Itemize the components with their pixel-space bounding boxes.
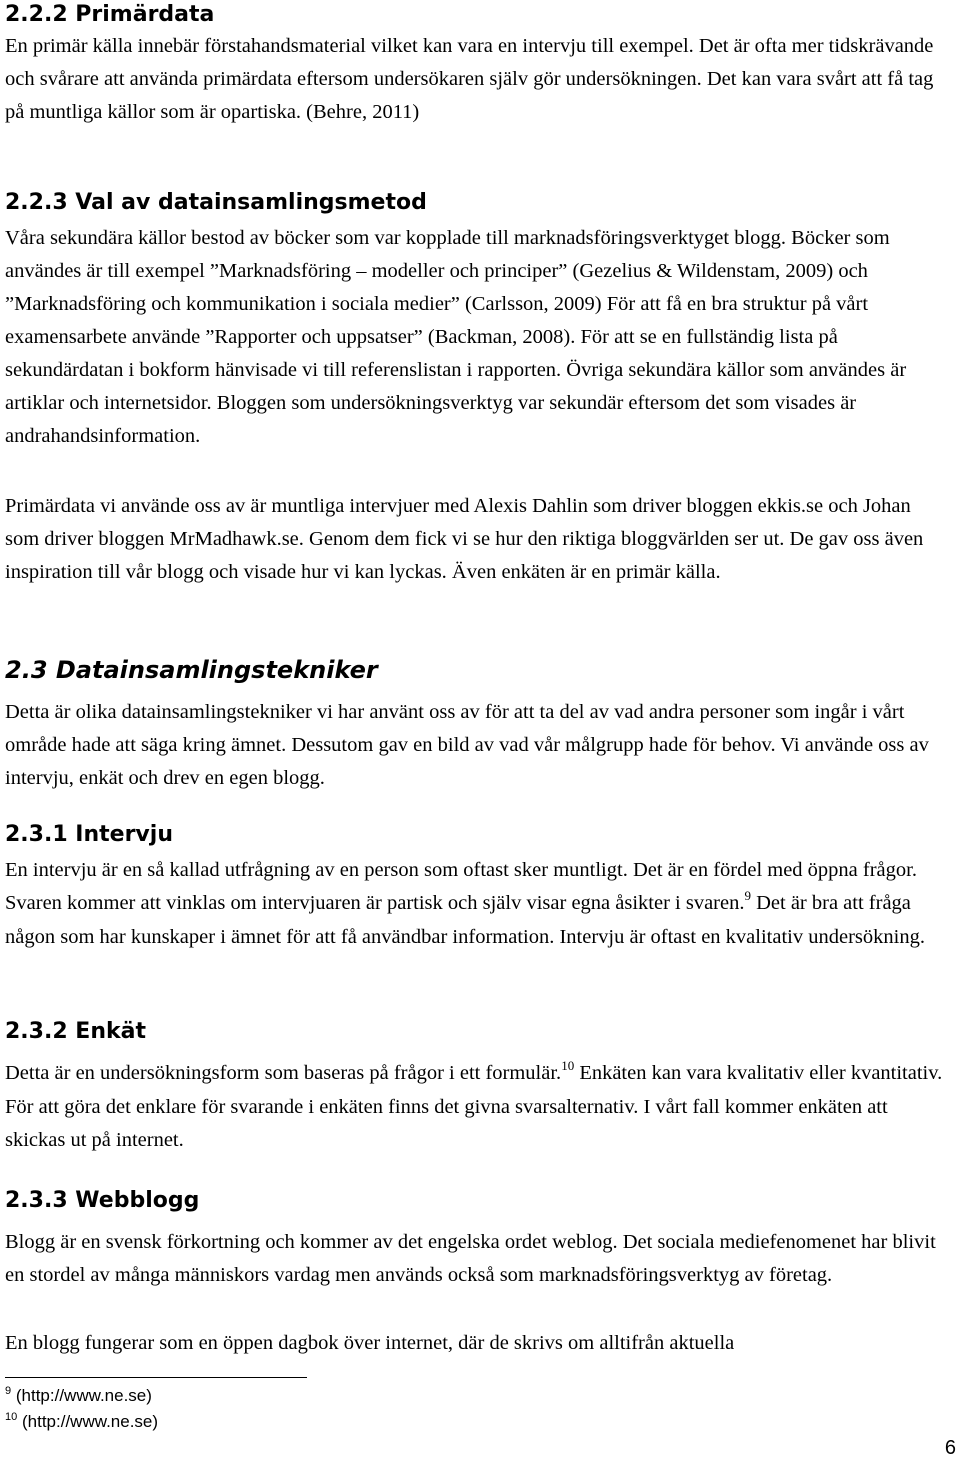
footnote-ref-10: 10 [561, 1058, 575, 1073]
footnote-ref-9: 9 [744, 888, 751, 903]
paragraph-val-av-metod: Våra sekundära källor bestod av böcker som var kopplade till marknadsföringsverktyget blogg. Böcker som användes är till exempel ”Marknadsföring – modeller och principer” (Gezelius & Wildenstam, 2009) och ”Marknadsföring och kommunikation i sociala medier” (Carlsson, 2009) För att få en bra struktur på vårt examensarbete använde ”Rapporter och uppsatser” (Backman, 2008). För att se en fullständig lista på sekundärdatan i bokform hänvisade vi till referenslistan i rapporten. Övriga sekundära källor som användes är artiklar och internetsidor. Bloggen som undersökningsverktyg var sekundär eftersom det som visades är andrahandsinformation. [5, 227, 907, 447]
paragraph-intervju-text-b: Det är bra att fråga någon som har kunskaper i ämnet för att få användbar information. Intervju är oftast en kvalitativ undersökning. [5, 892, 925, 948]
paragraph-primardata-intervjuer: Primärdata vi använde oss av är muntliga intervjuer med Alexis Dahlin som driver bloggen ekkis.se och Johan som driver bloggen MrMadhawk.se. Genom dem fick vi se hur den riktiga bloggvärlden ser ut. De gav oss även inspiration till vår blogg och visade hur vi kan lyckas. Även enkäten är en primär källa. [5, 495, 924, 583]
footnote-link-text: (http://www.ne.se) [21, 1412, 159, 1431]
footnote-9 [5, 1384, 158, 1410]
page-number: 6 [944, 1437, 956, 1459]
footnote-number: 10 [5, 1411, 18, 1423]
paragraph-intervju-text-a: En intervju är en så kallad utfrågning av en person som oftast sker muntligt. Det är en fördel med öppna frågor. Svaren kommer att vinklas om intervjuaren är partisk och själv visar egna åsikter i svaren. [5, 859, 917, 914]
paragraph-enkat-text-b: Enkäten kan vara kvalitativ eller kvantitativ. För att göra det enklare för svarande i enkäten finns det givna svarsalternativ. I vårt fall kommer enkäten att skickas ut på internet. [5, 1062, 943, 1151]
footnote-link-text: (http://www.ne.se) [15, 1386, 152, 1405]
paragraph-intervju [5, 854, 949, 954]
paragraph-datainsamlingstekniker: Detta är olika datainsamlingstekniker vi har använt oss av för att ta del av vad andra personer som ingår i vårt område hade att säga kring ämnet. Dessutom gav en bild av vad vår målgrupp hade för behov. Vi använde oss av intervju, enkät och drev en egen blogg. [5, 701, 929, 789]
heading-2-3-3: 2.3.3 Webblogg [5, 1188, 200, 1213]
footnote-number: 9 [5, 1385, 12, 1397]
heading-2-3: 2.3 Datainsamlingstekniker [5, 656, 378, 684]
paragraph-webblogg: Blogg är en svensk förkortning och kommer av det engelska ordet weblog. Det sociala mediefenomenet har blivit en stordel av många människors vardag men används också som marknadsföringsverktyg av företag. [5, 1231, 936, 1286]
paragraph-blogg-fungerar: En blogg fungerar som en öppen dagbok över internet, där de skrivs om alltifrån aktuella [5, 1332, 735, 1354]
heading-2-3-1: 2.3.1 Intervju [5, 822, 173, 847]
paragraph-enkat [5, 1057, 949, 1157]
paragraph-enkat-text-a: Detta är en undersökningsform som baseras på frågor i ett formulär. [5, 1062, 562, 1084]
heading-2-2-2: 2.2.2 Primärdata [5, 2, 215, 27]
footnotes [5, 1384, 158, 1436]
footnote-10 [5, 1410, 158, 1436]
heading-2-2-3: 2.2.3 Val av datainsamlingsmetod [5, 190, 427, 215]
footnote-separator [5, 1377, 307, 1378]
heading-2-3-2: 2.3.2 Enkät [5, 1019, 146, 1044]
paragraph-primardata: En primär källa innebär förstahandsmaterial vilket kan vara en intervju till exempel. Det är ofta mer tidskrävande och svårare att använda primärdata eftersom undersökaren själv gör undersökningen. Det kan vara svårt att få tag på muntliga källor som är opartiska. (Behre, 2011) [5, 35, 934, 123]
